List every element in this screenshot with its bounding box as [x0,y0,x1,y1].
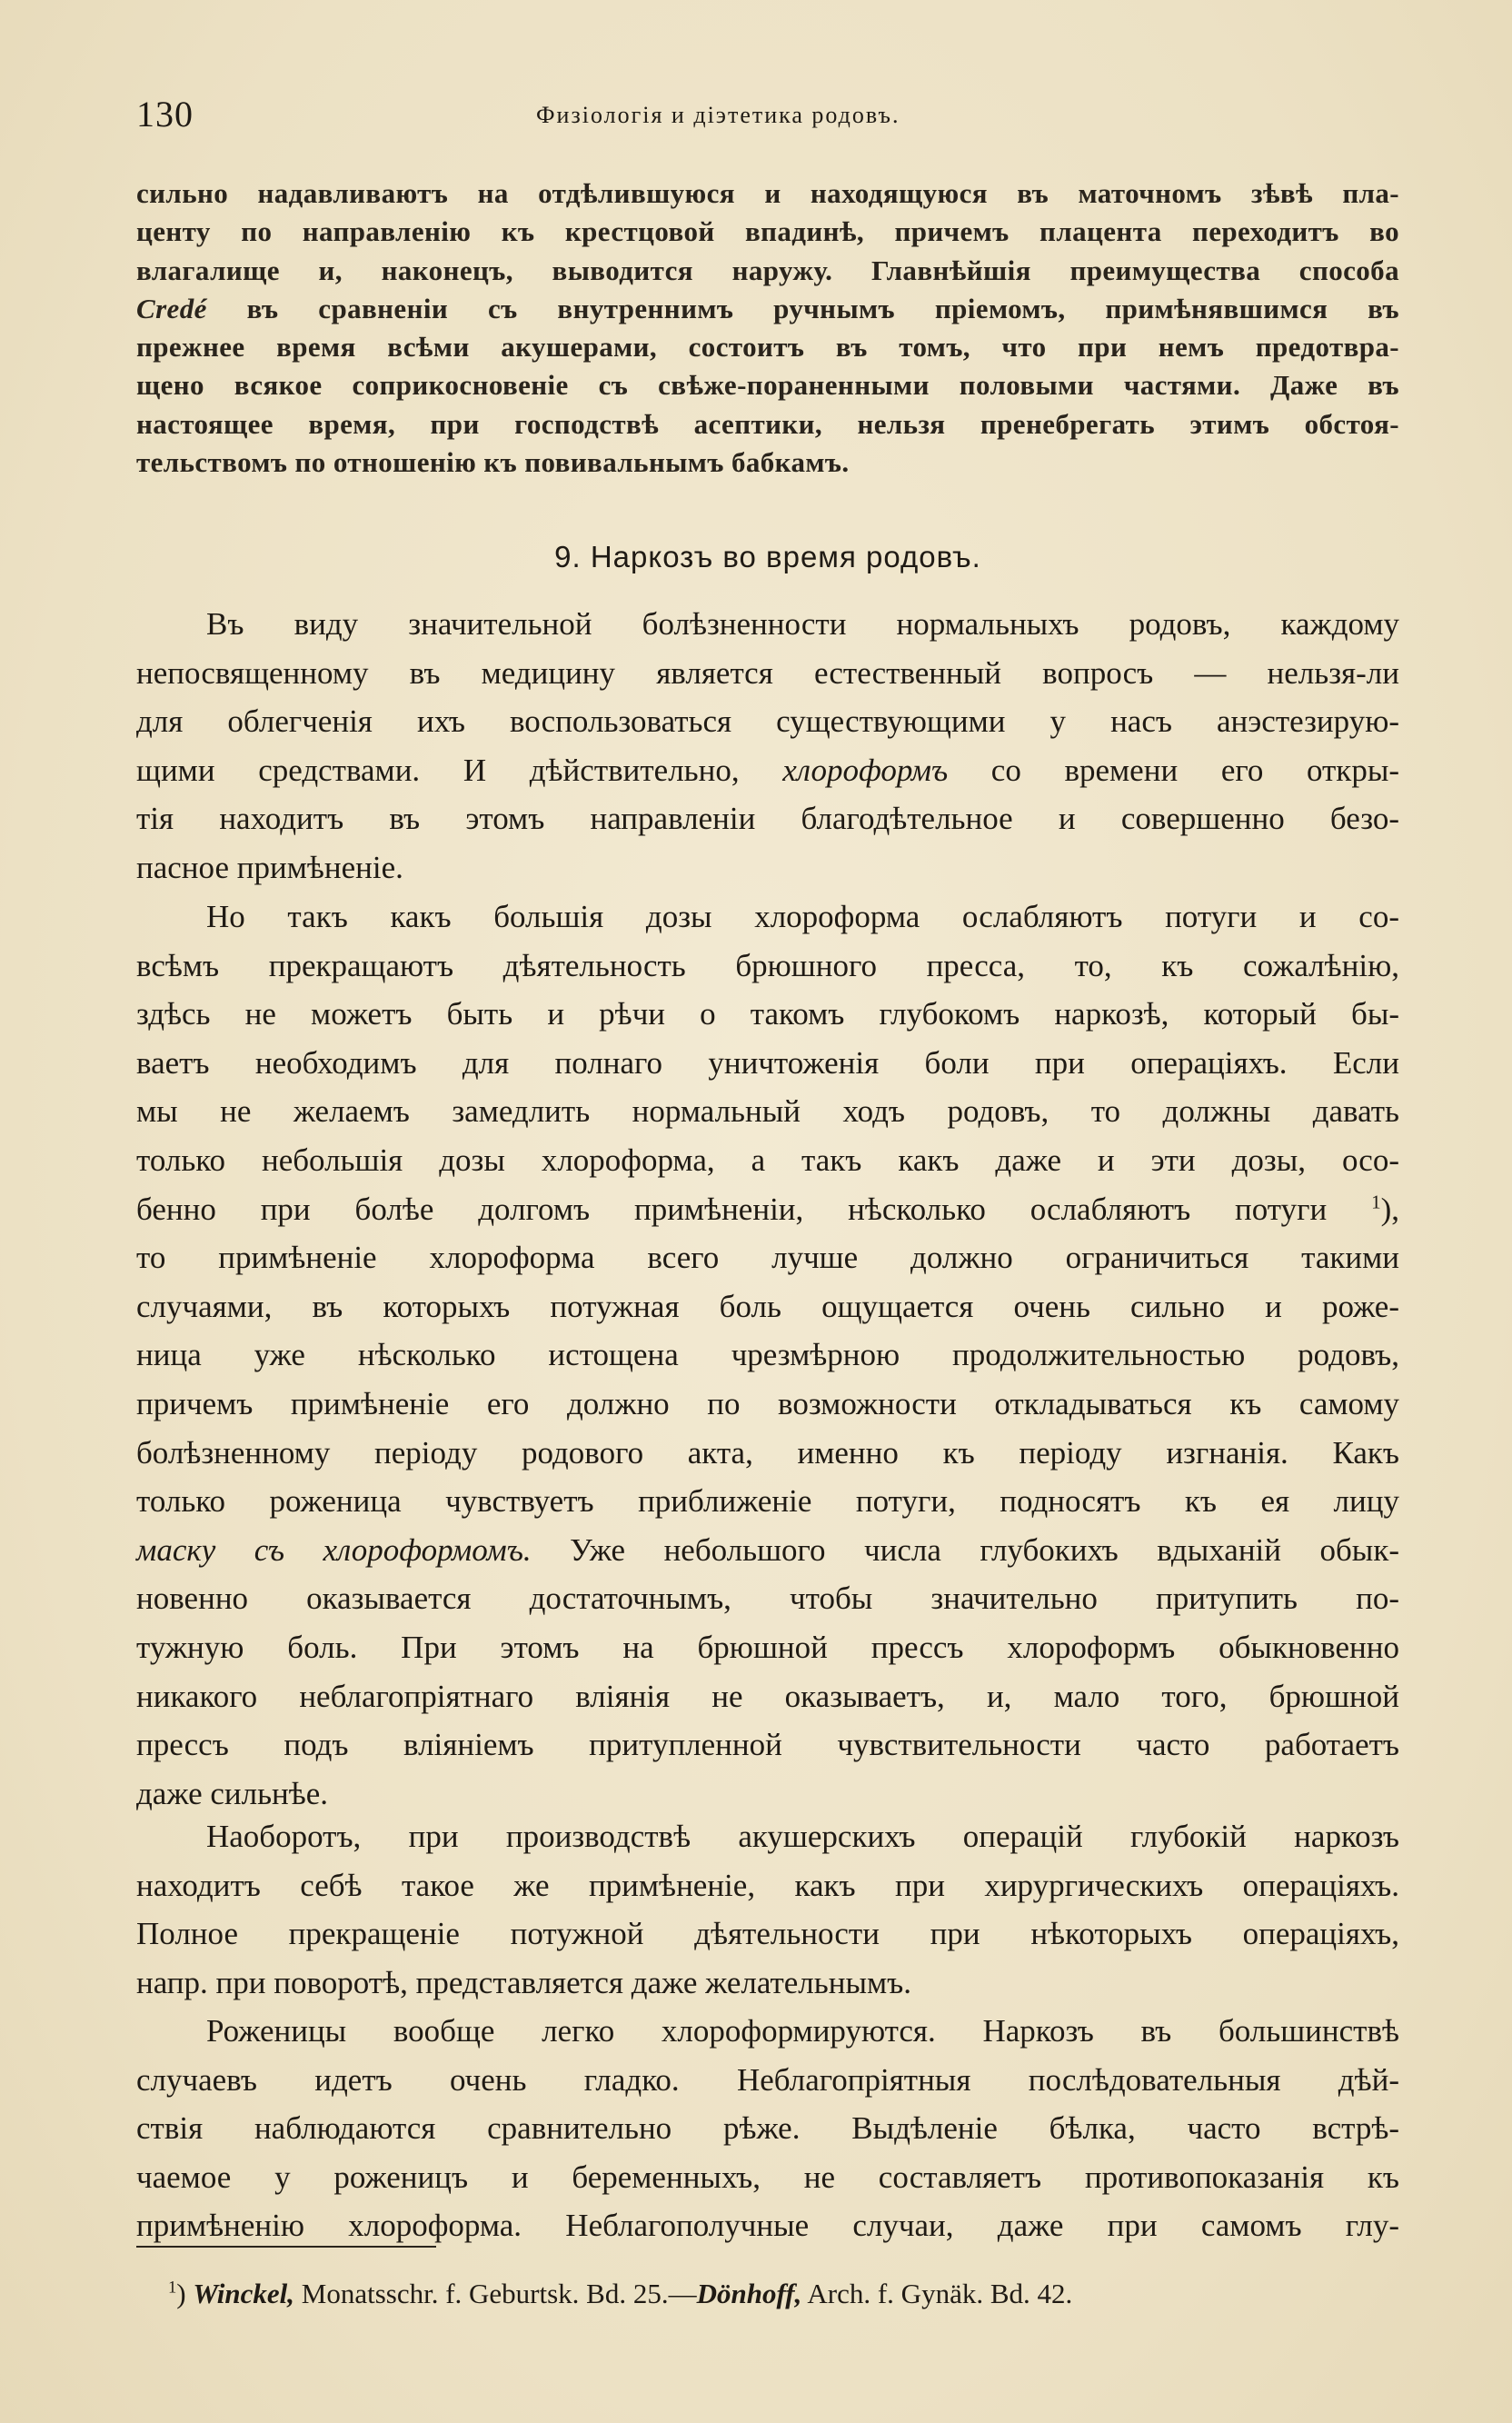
line-text: находитъ себѣ такое же примѣненіе, какъ при хирургическихъ операціяхъ. [136,1867,1399,1903]
line-text: случаями, въ которыхъ потужная боль ощущается очень сильно и роже- [136,1288,1399,1324]
text-line [136,1909,1399,1959]
text-line [136,794,1399,843]
line-text: болѣзненному періоду родового акта, именно къ періоду изгнанія. Какъ [136,1434,1399,1471]
text-line [136,1282,1399,1331]
line-text: здѣсь не можетъ быть и рѣчи о такомъ глубокомъ наркозѣ, который бы- [136,996,1399,1032]
text-line [136,1959,1399,2008]
line-text: ствія наблюдаются сравнительно рѣже. Выдѣленіе бѣлка, часто встрѣ- [136,2110,1399,2147]
line-text: то примѣненіе хлороформа всего лучше должно ограничиться такими [136,1240,1399,1276]
running-head [136,93,1399,138]
line-text: щено всякое соприкосновеніе съ свѣже-пораненными половыми частями. Даже въ [136,369,1399,402]
text-line [136,1720,1399,1770]
line-text: случаевъ идетъ очень гладко. Неблагопріятныя послѣдовательныя дѣй- [136,2061,1399,2098]
line-text: только роженица чувствуетъ приближеніе потуги, подносятъ къ ея лицу [136,1483,1399,1520]
emphasis-text: маску съ хлороформомъ. [136,1531,532,1568]
text-line [136,843,1399,892]
text-line [136,990,1399,1039]
text-line [136,252,1399,290]
line-text: ница уже нѣсколько истощена чрезмѣрною продолжительностью родовъ, [136,1337,1399,1373]
text-line [136,1672,1399,1721]
line-text: даже сильнѣе. [136,1775,329,1811]
text-line [136,2104,1399,2153]
line-text: со времени его откры- [948,752,1399,788]
text-line [136,1526,1399,1575]
footnote-ref-2: Arch. f. Gynäk. Bd. 42. [801,2278,1073,2309]
line-text: Полное прекращеніе потужной дѣятельности при нѣкоторыхъ операціяхъ, [136,1916,1399,1952]
line-text: пасное примѣненіе. [136,849,403,885]
line-text: ваетъ необходимъ для полнаго уничтоженія боли при операціяхъ. Если [136,1044,1399,1081]
paragraph-anaesthesia-intro [136,600,1399,892]
section-title: 9. Наркозъ во время родовъ. [554,540,981,573]
line-text: прежнее время всѣми акушерами, состоитъ въ томъ, что при немъ предотвра- [136,331,1399,364]
text-line [136,600,1399,649]
line-text: Наоборотъ, при производствѣ акушерскихъ операцій глубокій наркозъ [206,1819,1399,1854]
footnote-author-winckel: Winckel, [193,2278,295,2309]
running-title: Физіологія и діэтетика родовъ. [536,102,900,128]
text-line [136,1770,1399,1819]
text-line [136,2007,1399,2056]
text-line [136,1136,1399,1185]
text-line [136,1039,1399,1088]
paragraph-obstetric-operations [136,1812,1399,2007]
line-text: тужную боль. При этомъ на брюшной прессъ хлороформъ обыкновенно [136,1629,1399,1665]
line-text: примѣненію хлороформа. Неблагополучные случаи, даже при самомъ глу- [136,2208,1399,2244]
footnote-ref-1: Monatsschr. f. Geburtsk. Bd. 25.— [294,2278,697,2309]
line-text: сильно надавливаютъ на отдѣлившуюся и находящуюся въ маточномъ зѣвѣ пла- [136,177,1399,209]
text-line [136,1861,1399,1910]
text-line [136,697,1399,746]
text-line [136,1087,1399,1136]
emphasis-text: Credé [136,292,207,324]
line-text: центу по направленію къ крестцовой впадинѣ, причемъ плацента переходитъ во [136,215,1399,248]
footnote-marker-close: ) [176,2278,186,2309]
line-text: всѣмъ прекращаютъ дѣятельность брюшного пресса, то, къ сожалѣнію, [136,947,1399,983]
text-line [136,1331,1399,1380]
line-text: никакого неблагопріятнаго вліянія не оказываетъ, и, мало того, брюшной [136,1678,1399,1714]
line-text: только небольшія дозы хлороформа, а такъ какъ даже и эти дозы, осо- [136,1142,1399,1178]
line-text: мы не желаемъ замедлить нормальный ходъ родовъ, то должны давать [136,1093,1399,1130]
footnote-author-donhoff: Dönhoff, [696,2278,802,2309]
text-line [136,1233,1399,1282]
line-text: ), [1380,1191,1399,1227]
footnote-divider [136,2246,436,2248]
line-text: бенно при болѣе долгомъ примѣненіи, нѣсколько ослабляютъ потуги [136,1191,1372,1227]
text-line [136,2056,1399,2105]
text-line [136,1477,1399,1526]
text-line [136,405,1399,444]
text-line [136,174,1399,213]
line-text: настоящее время, при господствѣ асептики, нельзя пренебрегать этимъ обстоя- [136,407,1399,440]
line-text: щими средствами. И дѣйствительно, [136,752,783,788]
text-line [136,649,1399,698]
line-text: для облегченія ихъ воспользоваться существующими у насъ анэстезирую- [136,703,1399,740]
text-line [136,2153,1399,2202]
line-text: Роженицы вообще легко хлороформируются. Наркозъ въ большинствѣ [206,2013,1399,2049]
text-line [136,444,1399,482]
text-line [136,1574,1399,1623]
page-number: 130 [136,94,194,135]
paragraph-chloroform-dosage [136,892,1399,1818]
text-line [136,1812,1399,1861]
line-text: прессъ подъ вліяніемъ притупленной чувствительности часто работаетъ [136,1727,1399,1763]
line-text: въ сравненіи съ внутреннимъ ручнымъ пріемомъ, примѣнявшимся въ [206,292,1399,324]
paragraph-chloroform-tolerance [136,2007,1399,2250]
text-line [136,942,1399,991]
line-text: непосвященному въ медицину является естественный вопросъ — нельзя-ли [136,654,1399,691]
line-text: тельствомъ по отношенію къ повивальнымъ бабкамъ. [136,446,850,479]
text-line [136,328,1399,366]
footnote-reference: 1 [1371,1190,1381,1212]
text-line [136,1429,1399,1478]
line-text: влагалище и, наконецъ, выводится наружу. Главнѣйшія преимущества способа [136,254,1399,286]
text-line [136,892,1399,942]
line-text: чаемое у роженицъ и беременныхъ, не составляетъ противопоказанія къ [136,2159,1399,2195]
continued-paragraph [136,174,1399,482]
text-line [136,213,1399,251]
emphasis-text: хлороформъ [782,752,949,788]
line-text: причемъ примѣненіе его должно по возможности откладываться къ самому [136,1385,1399,1421]
text-line [136,366,1399,404]
text-line [136,2201,1399,2250]
line-text: Но такъ какъ большія дозы хлороформа ослабляютъ потуги и со- [206,899,1399,934]
text-line [136,1623,1399,1672]
text-line [136,290,1399,328]
footnote-marker: 1 [168,2278,177,2298]
text-line [136,1185,1399,1234]
line-text: Въ виду значительной болѣзненности нормальныхъ родовъ, каждому [206,606,1399,642]
text-line [136,1380,1399,1429]
line-text: новенно оказывается достаточнымъ, чтобы значительно притупить по- [136,1580,1399,1617]
text-line [136,746,1399,795]
line-text: тія находитъ въ этомъ направленіи благодѣтельное и совершенно безо- [136,801,1399,837]
line-text: напр. при поворотѣ, представляется даже желательнымъ. [136,1964,911,2000]
line-text: Уже небольшого числа глубокихъ вдыханій обык- [531,1531,1399,1568]
footnote [168,2276,1072,2312]
